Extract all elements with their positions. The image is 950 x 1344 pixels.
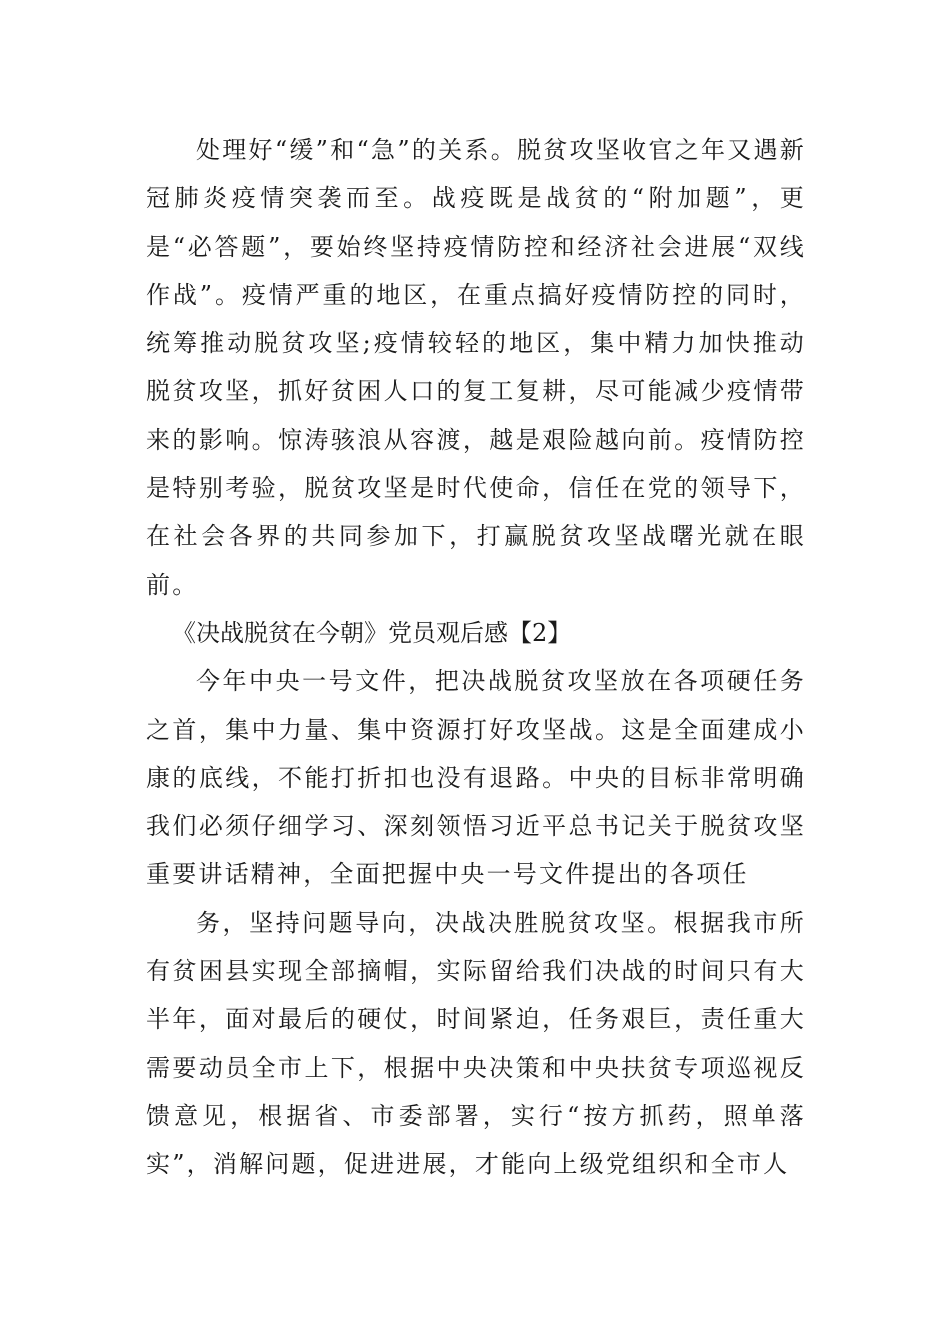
- section-heading: 《决战脱贫在今朝》党员观后感【2】: [172, 618, 572, 647]
- paragraph-tasks: 务，坚持问题导向，决战决胜脱贫攻坚。根据我市所有贫困县实现全部摘帽，实际留给我们决战的时间只有大半年，面对最后的硬仗，时间紧迫，任务艰巨，责任重大需要动员全市上下，根据中央决策和中央扶贫专项巡视反馈意见，根据省、市委部署，实行“按方抓药，照单落实”，消解问题，促进进展，才能向上级党组织和全市人: [146, 908, 806, 1179]
- paragraph-relationship: 处理好“缓”和“急”的关系。脱贫攻坚收官之年又遇新冠肺炎疫情突袭而至。战疫既是战贫的“附加题”，更是“必答题”，要始终坚持疫情防控和经济社会进展“双线作战”。疫情严重的地区，在重点搞好疫情防控的同时，统筹推动脱贫攻坚;疫情较轻的地区，集中精力加快推动脱贫攻坚，抓好贫困人口的复工复耕，尽可能减少疫情带来的影响。惊涛骇浪从容渡，越是艰险越向前。疫情防控是特别考验，脱贫攻坚是时代使命，信任在党的领导下，在社会各界的共同参加下，打赢脱贫攻坚战曙光就在眼前。: [146, 136, 806, 599]
- document-body: [146, 126, 806, 1189]
- paragraph-central-document: 今年中央一号文件，把决战脱贫攻坚放在各项硬任务之首，集中力量、集中资源打好攻坚战。这是全面建成小康的底线，不能打折扣也没有退路。中央的目标非常明确我们必须仔细学习、深刻领悟习近平总书记关于脱贫攻坚重要讲话精神，全面把握中央一号文件提出的各项任: [146, 667, 806, 889]
